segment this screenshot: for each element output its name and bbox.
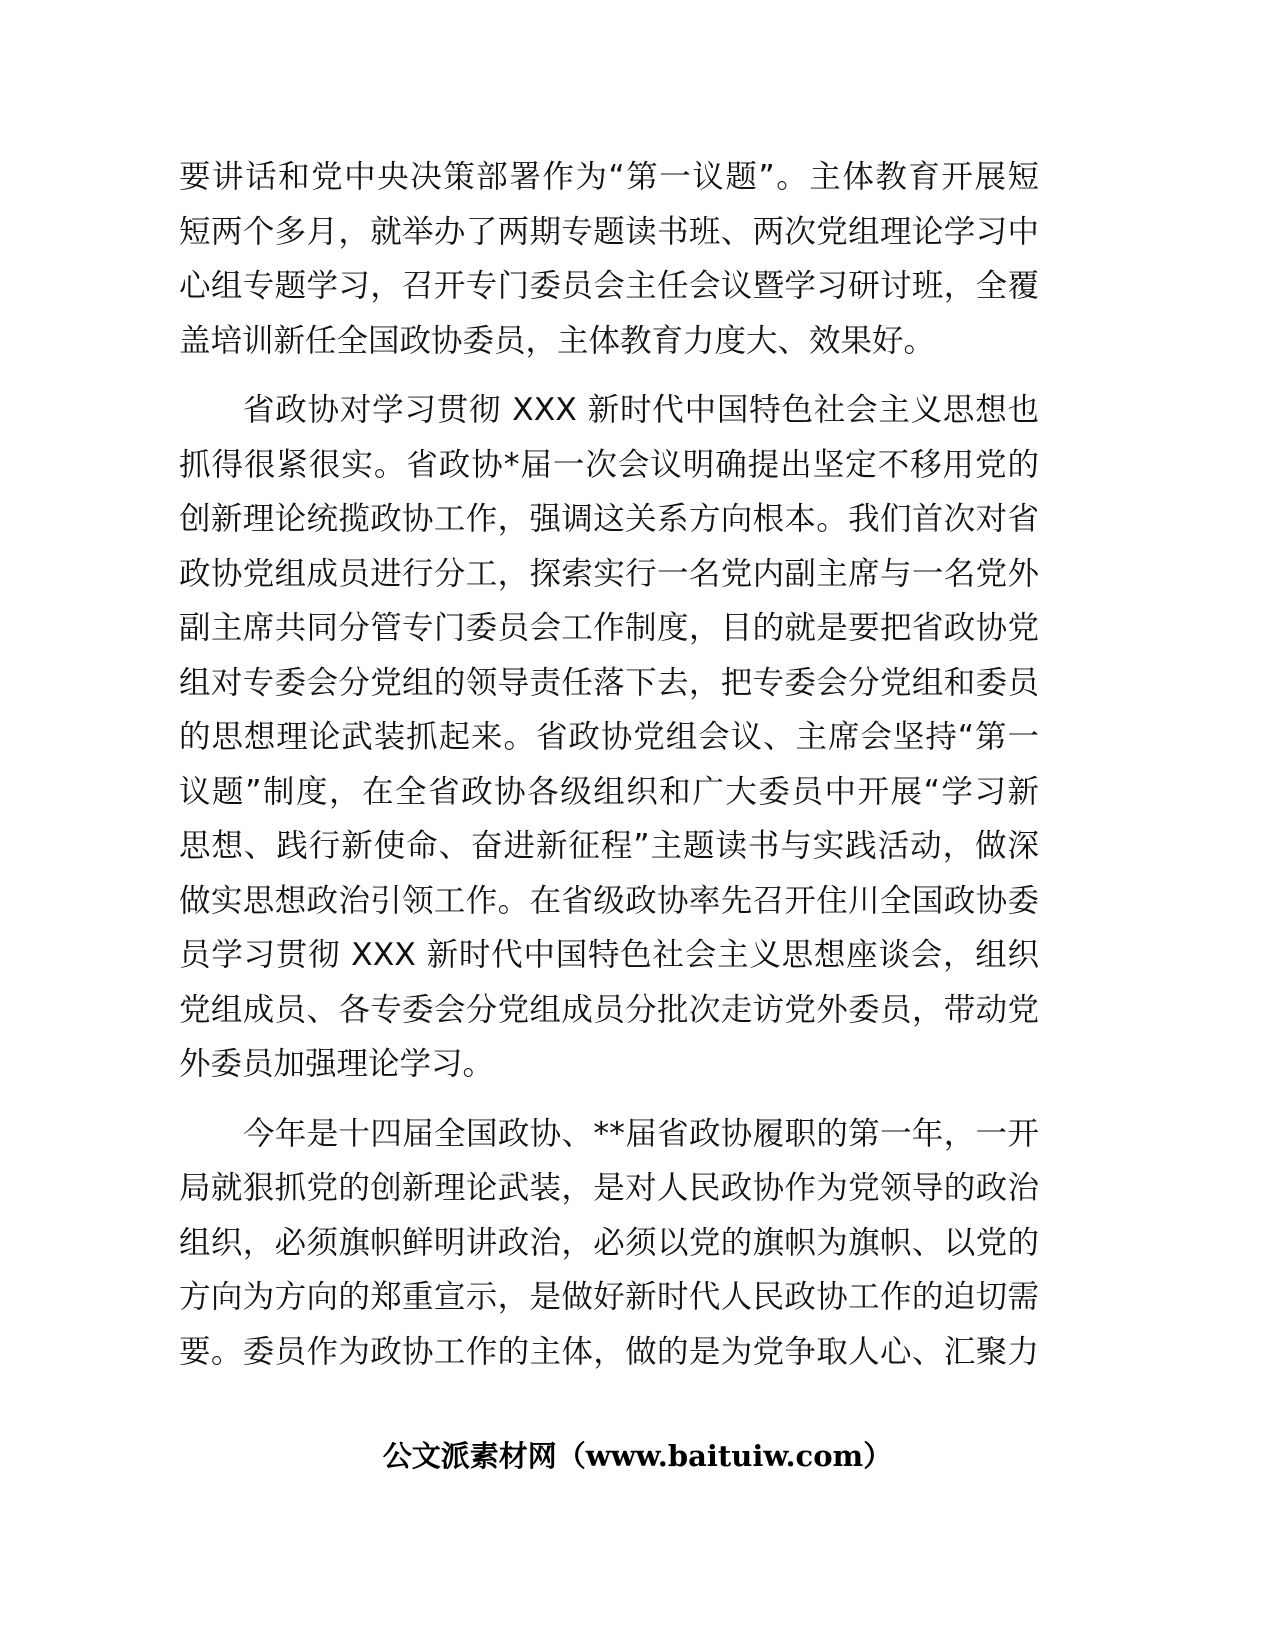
paragraph-spacer [179, 1092, 1039, 1107]
text-line: 省政协对学习贯彻 XXX 新时代中国特色社会主义思想也 [243, 392, 1039, 428]
text-line: 政协党组成员进行分工，探索实行一名党内副主席与一名党外 [179, 555, 1039, 592]
text-line: 组织，必须旗帜鲜明讲政治，必须以党的旗帜为旗帜、以党的 [179, 1224, 1039, 1261]
paragraph-3 [179, 1107, 1039, 1380]
paragraph-2 [179, 383, 1039, 1092]
text-line: 员学习贯彻 XXX 新时代中国特色社会主义思想座谈会，组织 [179, 937, 1039, 973]
text-line: 思想、践行新使命、奋进新征程”主题读书与实践活动，做深 [179, 828, 1039, 864]
text-line: 议题”制度，在全省政协各级组织和广大委员中开展“学习新 [179, 773, 1039, 810]
text-line: 抓得很紧很实。省政协*届一次会议明确提出坚定不移用党的 [179, 446, 1039, 483]
text-line: 的思想理论武装抓起来。省政协党组会议、主席会坚持“第一 [179, 719, 1039, 755]
text-line: 组对专委会分党组的领导责任落下去，把专委会分党组和委员 [179, 664, 1039, 701]
text-line: 方向为方向的郑重宣示，是做好新时代人民政协工作的迫切需 [179, 1279, 1039, 1315]
paragraph-1 [179, 150, 1039, 368]
paragraph-spacer [179, 368, 1039, 383]
text-line: 创新理论统揽政协工作，强调这关系方向根本。我们首次对省 [179, 501, 1039, 537]
text-line: 外委员加强理论学习。 [179, 1046, 495, 1082]
text-line: 今年是十四届全国政协、**届省政协履职的第一年，一开 [243, 1115, 1039, 1152]
text-line: 要。委员作为政协工作的主体，做的是为党争取人心、汇聚力 [179, 1333, 1039, 1370]
text-line: 副主席共同分管专门委员会工作制度，目的就是要把省政协党 [179, 610, 1039, 646]
text-line: 局就狠抓党的创新理论武装，是对人民政协作为党领导的政治 [179, 1170, 1039, 1206]
text-line: 党组成员、各专委会分党组成员分批次走访党外委员，带动党 [179, 991, 1039, 1028]
text-line: 做实思想政治引领工作。在省级政协率先召开住川全国政协委 [179, 882, 1039, 919]
text-line: 心组专题学习，召开专门委员会主任会议暨学习研讨班，全覆 [179, 268, 1039, 304]
text-line: 盖培训新任全国政协委员，主体教育力度大、效果好。 [179, 322, 936, 359]
document-body [179, 150, 1039, 1379]
text-line: 短两个多月，就举办了两期专题读书班、两次党组理论学习中 [179, 213, 1039, 250]
text-line: 要讲话和党中央决策部署作为“第一议题”。主体教育开展短 [179, 159, 1039, 195]
page-footer: 公文派素材网（www.baituiw.com） [382, 1439, 893, 1473]
